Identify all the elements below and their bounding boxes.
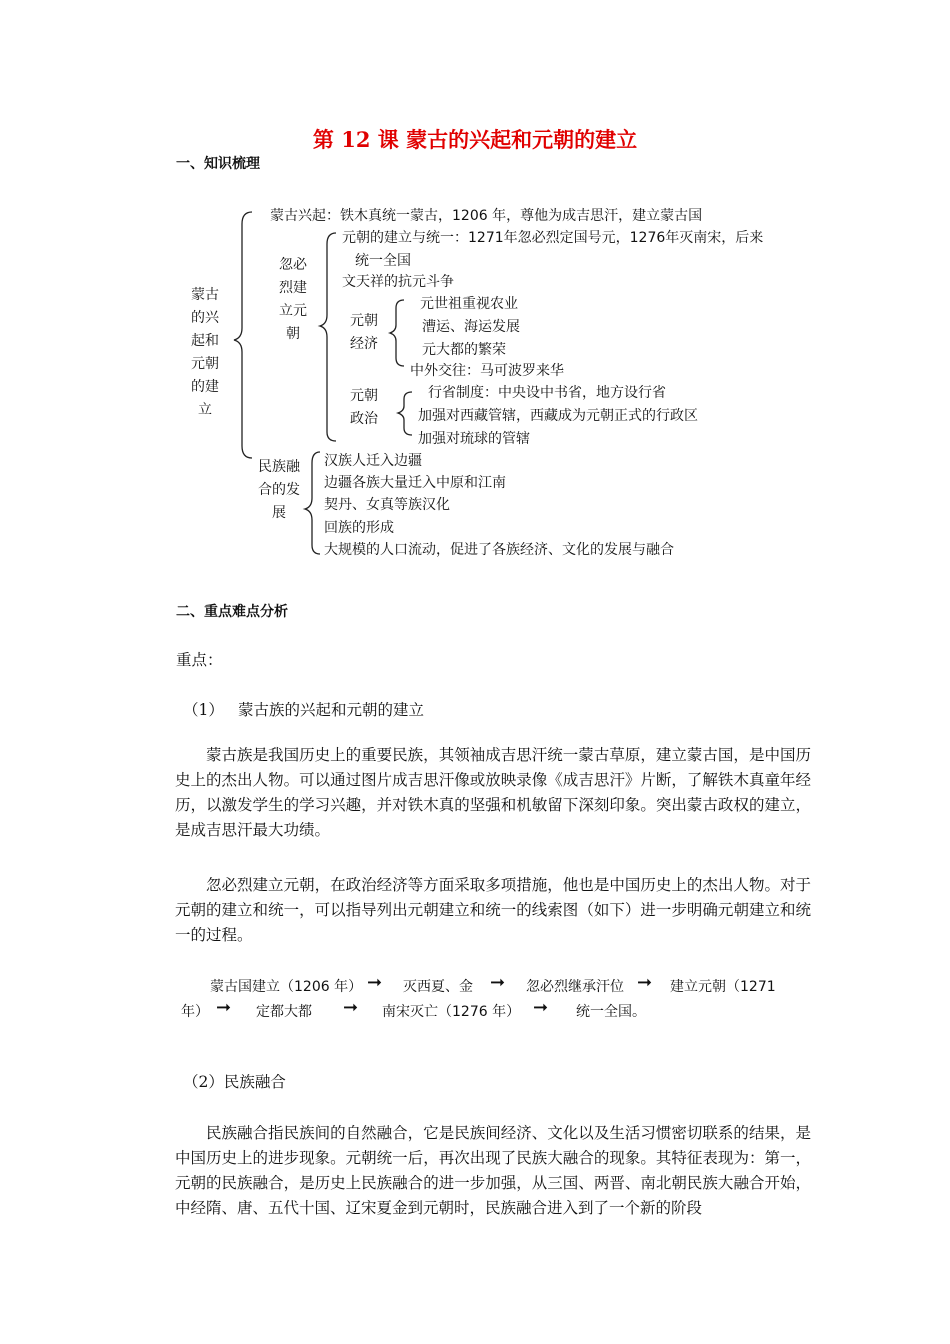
item1-title: 蒙古族的兴起和元朝的建立 (238, 701, 425, 719)
tree-politics-label: 元朝政治 (350, 388, 378, 427)
bracket-politics (398, 392, 412, 435)
flow-step: 建立元朝（1271 (670, 979, 776, 995)
flow-step: 南宋灭亡（1276 年） (382, 1004, 521, 1020)
key-points-label: 重点： (176, 651, 223, 669)
tree-root-label: 蒙古的兴起和元朝的建立 (191, 287, 219, 418)
arrow-right-icon: ➞ (367, 972, 383, 993)
tree-rise: 蒙古兴起：铁木真统一蒙古，1206 年，尊他为成吉思汗，建立蒙古国 (270, 208, 703, 224)
item2-title: （2）民族融合 (183, 1073, 286, 1091)
arrow-right-icon: ➞ (343, 997, 359, 1018)
flow-step: 统一全国。 (576, 1004, 646, 1020)
tree-fusion-item: 边疆各族大量迁入中原和江南 (324, 475, 506, 491)
flow-step: 蒙古国建立（1206 年） (210, 979, 363, 995)
section-heading-2: 二、重点难点分析 (176, 604, 288, 620)
tree-economy-item: 元世祖重视农业 (420, 296, 518, 312)
tree-politics-item: 加强对西藏管辖，西藏成为元朝正式的行政区 (418, 408, 698, 424)
tree-economy-item: 元大都的繁荣 (422, 342, 506, 358)
tree-fusion-item: 大规模的人口流动，促进了各族经济、文化的发展与融合 (324, 542, 674, 558)
tree-founding-line2: 统一全国 (355, 253, 411, 269)
section-heading-1: 一、知识梳理 (176, 156, 260, 172)
tree-politics-item: 行省制度：中央设中书省，地方设行省 (428, 385, 666, 401)
flow-step: 灭西夏、金 (403, 979, 473, 995)
tree-fusion-item: 汉族人迁入边疆 (324, 453, 422, 469)
arrow-right-icon: ➞ (533, 997, 549, 1018)
paragraph-ethnic-fusion: 民族融合指民族间的自然融合，它是民族间经济、文化以及生活习惯密切联系的结果，是中国历史上的进步现象。元朝统一后，再次出现了民族大融合的现象。其特征表现为：第一，元朝的民族融合，是历史上民族融合的进一步加强，从三国、两晋、南北朝民族大融合开始，中经隋、唐、五代十国、辽宋夏金到元朝时，民族融合进入到了一个新的阶段 (175, 1124, 811, 1217)
arrow-right-icon: ➞ (216, 997, 232, 1018)
tree-economy-item: 中外交往：马可波罗来华 (410, 363, 564, 379)
tree-kublai-label: 忽必烈建立元朝 (279, 257, 307, 342)
bracket-fusion (305, 452, 320, 554)
tree-wen-tianxiang: 文天祥的抗元斗争 (342, 274, 454, 290)
page-title: 第 12 课 蒙古的兴起和元朝的建立 (312, 127, 638, 152)
arrow-right-icon: ➞ (637, 972, 653, 993)
item1-number: （1） (183, 701, 224, 719)
bracket-economy (390, 300, 404, 366)
tree-economy-label: 元朝经济 (350, 313, 378, 352)
tree-economy-item: 漕运、海运发展 (422, 319, 520, 335)
flow-step: 定都大都 (256, 1004, 312, 1020)
tree-fusion-label: 民族融合的发展 (258, 459, 300, 521)
paragraph-kublai: 忽必烈建立元朝，在政治经济等方面采取多项措施，他也是中国历史上的杰出人物。对于元朝的建立和统一，可以指导列出元朝建立和统一的线索图（如下）进一步明确元朝建立和统一的过程。 (175, 876, 811, 944)
tree-politics-item: 加强对琉球的管辖 (418, 431, 530, 447)
tree-fusion-item: 回族的形成 (324, 520, 394, 536)
tree-fusion-item: 契丹、女真等族汉化 (324, 497, 450, 513)
bracket-root (234, 212, 252, 458)
tree-founding-line1: 元朝的建立与统一：1271年忽必烈定国号元，1276年灭南宋，后来 (342, 230, 764, 246)
flow-step: 忽必烈继承汗位 (526, 979, 624, 995)
arrow-right-icon: ➞ (490, 972, 506, 993)
bracket-kublai (320, 233, 336, 441)
flow-step: 年） (181, 1004, 209, 1020)
paragraph-mongol-rise: 蒙古族是我国历史上的重要民族，其领袖成吉思汗统一蒙古草原，建立蒙古国，是中国历史上的杰出人物。可以通过图片成吉思汗像或放映录像《成吉思汗》片断，了解铁木真童年经历，以激发学生的学习兴趣，并对铁木真的坚强和机敏留下深刻印象。突出蒙古政权的建立，是成吉思汗最大功绩。 (175, 746, 811, 839)
